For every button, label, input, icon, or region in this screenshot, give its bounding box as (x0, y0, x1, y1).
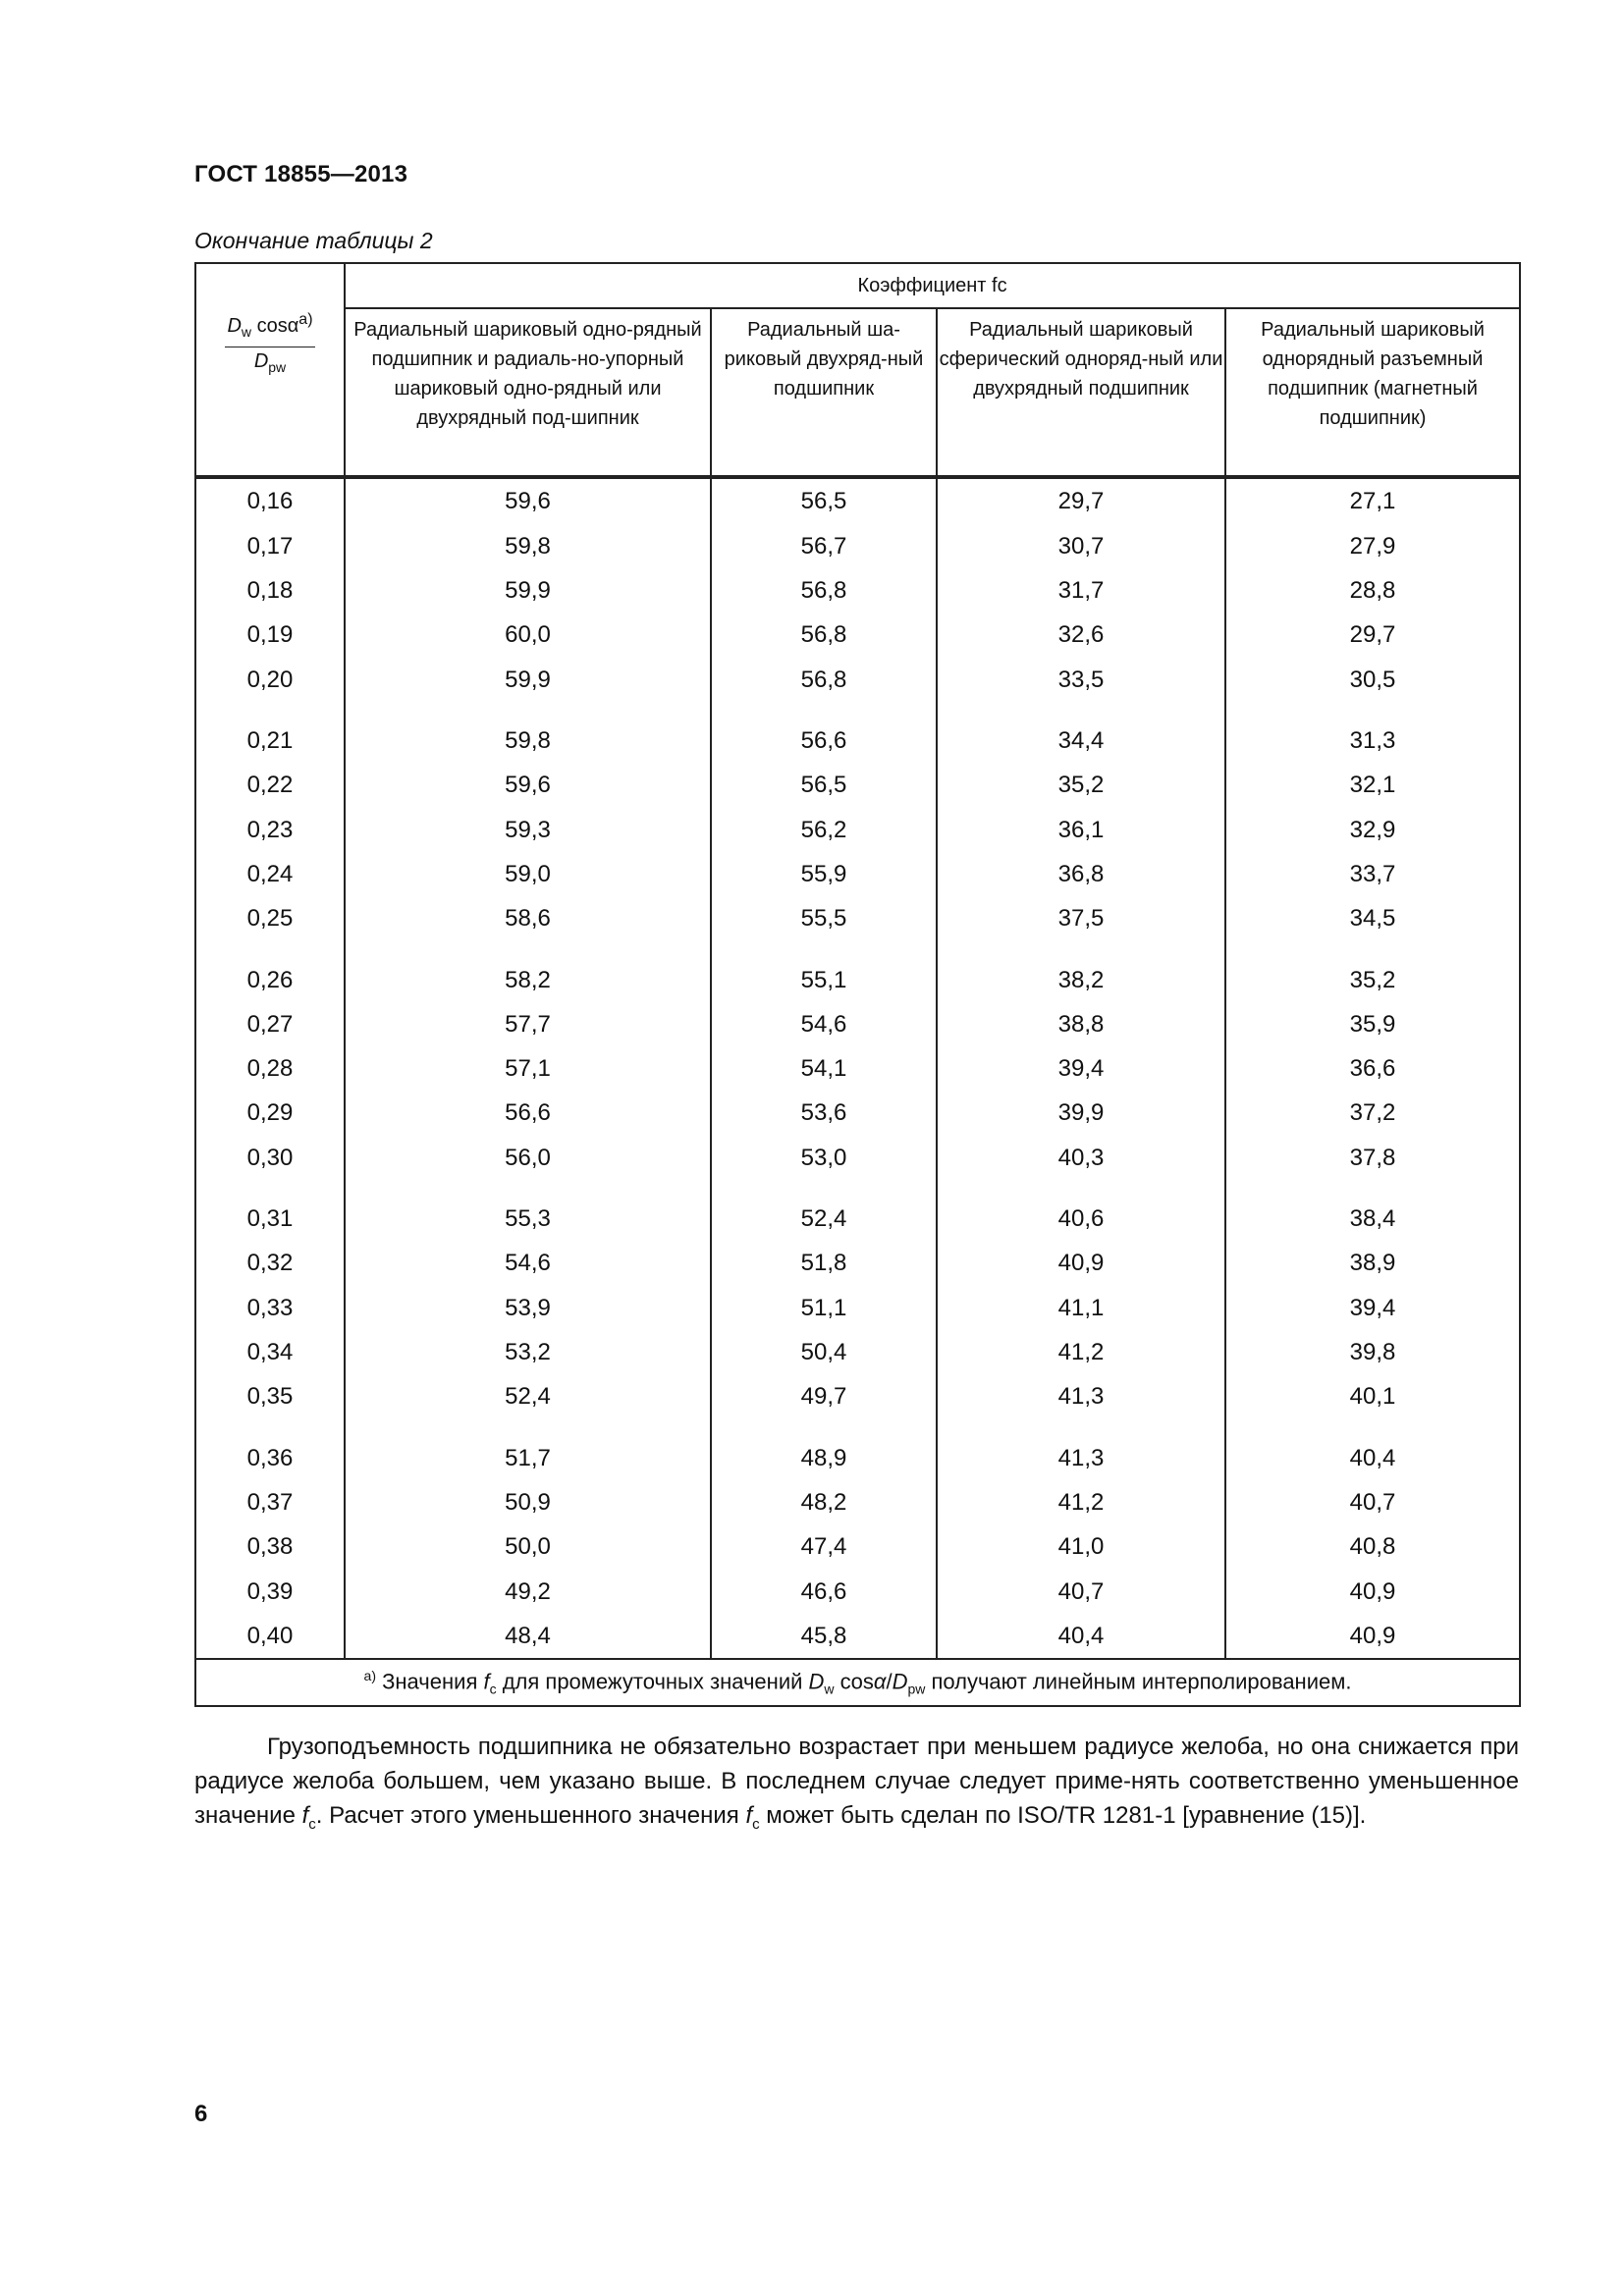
param-header (195, 263, 345, 477)
para-part-3: может быть сделан по ISO/TR 1281-1 [уравнение (15)]. (759, 1802, 1367, 1829)
table-row (195, 1046, 1520, 1091)
table-row (195, 613, 1520, 657)
coef-value-cell: 48,4 (345, 1614, 711, 1659)
fn-f-sub: c (489, 1682, 497, 1698)
coef-value-cell: 50,4 (711, 1330, 937, 1374)
para-part-1: Грузоподъемность подшипника не обязательно возрастает при меньшем радиусе желоба, но она снижается при радиусе желоба большем, чем указано выше. В последнем случае следует приме-нять соответственно уменьшенное значение (194, 1734, 1519, 1829)
param-value-cell: 0,28 (195, 1046, 345, 1091)
coef-value-cell: 59,9 (345, 658, 711, 702)
coef-value-cell: 51,1 (711, 1285, 937, 1329)
header-row-2 (195, 308, 1520, 477)
param-value-cell: 0,29 (195, 1091, 345, 1135)
param-value-cell: 0,23 (195, 807, 345, 851)
coef-value-cell: 39,8 (1225, 1330, 1520, 1374)
den-d: D (253, 350, 269, 372)
coef-value-cell: 37,2 (1225, 1091, 1520, 1135)
coef-value-cell: 46,6 (711, 1569, 937, 1613)
table-row (195, 1285, 1520, 1329)
param-value-cell: 0,16 (195, 477, 345, 523)
coef-value-cell: 48,2 (711, 1480, 937, 1524)
coef-value-cell: 35,9 (1225, 1002, 1520, 1046)
num-sub: w (241, 324, 252, 340)
coef-value-cell: 50,9 (345, 1480, 711, 1524)
coef-value-cell: 36,8 (937, 852, 1225, 896)
coef-value-cell: 53,2 (345, 1330, 711, 1374)
coef-value-cell: 41,1 (937, 1285, 1225, 1329)
coef-value-cell: 40,1 (1225, 1374, 1520, 1418)
coef-value-cell: 51,7 (345, 1419, 711, 1480)
param-value-cell: 0,35 (195, 1374, 345, 1418)
fn-t1: Значения (376, 1669, 484, 1694)
table-row (195, 763, 1520, 807)
coef-value-cell: 32,6 (937, 613, 1225, 657)
coef-value-cell: 56,8 (711, 613, 937, 657)
coef-value-cell: 41,3 (937, 1374, 1225, 1418)
coef-value-cell: 56,5 (711, 763, 937, 807)
coef-value-cell: 56,7 (711, 523, 937, 567)
coef-value-cell: 37,8 (1225, 1136, 1520, 1180)
coef-value-cell: 41,3 (937, 1419, 1225, 1480)
coef-value-cell: 41,0 (937, 1524, 1225, 1569)
coef-value-cell: 27,9 (1225, 523, 1520, 567)
super-header: Коэффициент fc (345, 263, 1520, 308)
col-header-2: Радиальный ша-риковый двухряд-ный подшипник (711, 308, 937, 477)
para-f1-sub: c (308, 1815, 316, 1833)
param-value-cell: 0,30 (195, 1136, 345, 1180)
fn-t3: cos (834, 1669, 874, 1694)
coef-value-cell: 59,8 (345, 702, 711, 763)
coef-value-cell: 59,3 (345, 807, 711, 851)
coef-value-cell: 32,1 (1225, 763, 1520, 807)
coef-value-cell: 54,6 (711, 1002, 937, 1046)
para-f1: f (301, 1802, 309, 1829)
num-d: D (227, 315, 242, 337)
para-f2: f (745, 1802, 753, 1829)
coef-value-cell: 58,2 (345, 941, 711, 1002)
footnote-cell (195, 1659, 1520, 1706)
coef-value-cell: 40,9 (1225, 1569, 1520, 1613)
table-row (195, 568, 1520, 613)
table-row (195, 1002, 1520, 1046)
coef-value-cell: 53,9 (345, 1285, 711, 1329)
body-paragraph (194, 1730, 1519, 1842)
fn-slash: / (886, 1669, 893, 1694)
table-row (195, 1091, 1520, 1135)
table-row (195, 1136, 1520, 1180)
coef-value-cell: 33,5 (937, 658, 1225, 702)
coef-value-cell: 35,2 (1225, 941, 1520, 1002)
table-row (195, 477, 1520, 523)
coef-value-cell: 45,8 (711, 1614, 937, 1659)
footnote-mark: а) (298, 311, 313, 328)
header-row-1 (195, 263, 1520, 308)
param-value-cell: 0,24 (195, 852, 345, 896)
param-value-cell: 0,32 (195, 1241, 345, 1285)
table-row (195, 852, 1520, 896)
coef-value-cell: 56,6 (345, 1091, 711, 1135)
fn-d1-sub: w (824, 1682, 835, 1698)
table-row (195, 1569, 1520, 1613)
coef-value-cell: 56,8 (711, 658, 937, 702)
coef-value-cell: 59,6 (345, 477, 711, 523)
coef-value-cell: 40,4 (937, 1614, 1225, 1659)
param-value-cell: 0,22 (195, 763, 345, 807)
param-value-cell: 0,20 (195, 658, 345, 702)
para-f2-sub: c (752, 1815, 760, 1833)
coef-value-cell: 59,8 (345, 523, 711, 567)
fn-t2: для промежуточных значений (496, 1669, 809, 1694)
coef-value-cell: 38,9 (1225, 1241, 1520, 1285)
col-header-4: Радиальный шариковый однорядный разъемный подшипник (магнетный подшипник) (1225, 308, 1520, 477)
param-value-cell: 0,34 (195, 1330, 345, 1374)
fn-f: f (483, 1669, 490, 1694)
coef-value-cell: 56,6 (711, 702, 937, 763)
coef-value-cell: 57,1 (345, 1046, 711, 1091)
coef-value-cell: 54,6 (345, 1241, 711, 1285)
coef-value-cell: 36,1 (937, 807, 1225, 851)
param-value-cell: 0,26 (195, 941, 345, 1002)
coef-value-cell: 40,4 (1225, 1419, 1520, 1480)
coef-value-cell: 33,7 (1225, 852, 1520, 896)
footnote-mark-2: а) (363, 1668, 376, 1684)
fn-alpha: α (873, 1669, 887, 1694)
den-sub: pw (268, 359, 287, 375)
fn-d1: D (808, 1669, 825, 1694)
coef-value-cell: 40,7 (1225, 1480, 1520, 1524)
coef-value-cell: 56,0 (345, 1136, 711, 1180)
param-value-cell: 0,19 (195, 613, 345, 657)
coefficient-table (194, 262, 1521, 1707)
param-value-cell: 0,39 (195, 1569, 345, 1613)
coef-value-cell: 56,2 (711, 807, 937, 851)
coef-value-cell: 56,8 (711, 568, 937, 613)
fn-d2-sub: pw (907, 1682, 926, 1698)
coef-value-cell: 54,1 (711, 1046, 937, 1091)
coef-value-cell: 37,5 (937, 896, 1225, 940)
coef-value-cell: 40,7 (937, 1569, 1225, 1613)
document-header: ГОСТ 18855—2013 (194, 161, 408, 187)
param-value-cell: 0,18 (195, 568, 345, 613)
coef-value-cell: 32,9 (1225, 807, 1520, 851)
footnote-row (195, 1659, 1520, 1706)
coef-value-cell: 40,3 (937, 1136, 1225, 1180)
coef-value-cell: 31,3 (1225, 702, 1520, 763)
coef-value-cell: 28,8 (1225, 568, 1520, 613)
coef-value-cell: 56,5 (711, 477, 937, 523)
coef-value-cell: 60,0 (345, 613, 711, 657)
table-row (195, 523, 1520, 567)
num-alpha: α (287, 315, 299, 337)
coef-value-cell: 27,1 (1225, 477, 1520, 523)
coef-value-cell: 30,7 (937, 523, 1225, 567)
col-header-3: Радиальный шариковый сферический одноряд-ный или двухрядный подшипник (937, 308, 1225, 477)
table-row (195, 702, 1520, 763)
table-row (195, 807, 1520, 851)
fn-d2: D (892, 1669, 908, 1694)
coef-value-cell: 34,5 (1225, 896, 1520, 940)
coef-value-cell: 51,8 (711, 1241, 937, 1285)
table-foot (195, 1659, 1520, 1706)
table-row (195, 1374, 1520, 1418)
table-row (195, 941, 1520, 1002)
coef-value-cell: 48,9 (711, 1419, 937, 1480)
param-value-cell: 0,36 (195, 1419, 345, 1480)
coef-value-cell: 31,7 (937, 568, 1225, 613)
coef-value-cell: 59,6 (345, 763, 711, 807)
coef-value-cell: 38,2 (937, 941, 1225, 1002)
table-row (195, 896, 1520, 940)
coef-value-cell: 55,5 (711, 896, 937, 940)
table-row (195, 1419, 1520, 1480)
param-value-cell: 0,33 (195, 1285, 345, 1329)
coef-value-cell: 58,6 (345, 896, 711, 940)
param-value-cell: 0,27 (195, 1002, 345, 1046)
table-head (195, 263, 1520, 477)
coef-value-cell: 53,0 (711, 1136, 937, 1180)
coef-value-cell: 40,6 (937, 1180, 1225, 1241)
coef-value-cell: 38,8 (937, 1002, 1225, 1046)
coef-value-cell: 52,4 (345, 1374, 711, 1418)
num-cos: cos (251, 315, 288, 337)
param-value-cell: 0,40 (195, 1614, 345, 1659)
coef-value-cell: 47,4 (711, 1524, 937, 1569)
coef-value-cell: 39,4 (937, 1046, 1225, 1091)
table-row (195, 1330, 1520, 1374)
coef-value-cell: 52,4 (711, 1180, 937, 1241)
coef-value-cell: 41,2 (937, 1480, 1225, 1524)
param-denominator (225, 347, 314, 380)
param-value-cell: 0,38 (195, 1524, 345, 1569)
coef-value-cell: 29,7 (1225, 613, 1520, 657)
paragraph-text (194, 1730, 1519, 1842)
coef-value-cell: 38,4 (1225, 1180, 1520, 1241)
para-part-2: . Расчет этого уменьшенного значения (315, 1802, 746, 1829)
coef-value-cell: 40,9 (937, 1241, 1225, 1285)
table-row (195, 658, 1520, 702)
table-row (195, 1241, 1520, 1285)
param-value-cell: 0,17 (195, 523, 345, 567)
coef-value-cell: 30,5 (1225, 658, 1520, 702)
coef-value-cell: 29,7 (937, 477, 1225, 523)
coef-value-cell: 49,7 (711, 1374, 937, 1418)
param-value-cell: 0,25 (195, 896, 345, 940)
coef-value-cell: 41,2 (937, 1330, 1225, 1374)
coef-value-cell: 50,0 (345, 1524, 711, 1569)
param-value-cell: 0,37 (195, 1480, 345, 1524)
param-value-cell: 0,31 (195, 1180, 345, 1241)
coef-value-cell: 57,7 (345, 1002, 711, 1046)
page-number: 6 (194, 2101, 208, 2127)
coef-value-cell: 55,3 (345, 1180, 711, 1241)
coef-value-cell: 59,0 (345, 852, 711, 896)
coef-value-cell: 55,9 (711, 852, 937, 896)
coef-value-cell: 35,2 (937, 763, 1225, 807)
col-header-1: Радиальный шариковый одно-рядный подшипник и радиаль-но-упорный шариковый одно-рядный или двухрядный под-шипник (345, 308, 711, 477)
table-body (195, 477, 1520, 1659)
coef-value-cell: 39,4 (1225, 1285, 1520, 1329)
param-value-cell: 0,21 (195, 702, 345, 763)
fn-t4: получают линейным интерполированием. (925, 1669, 1352, 1694)
coef-value-cell: 53,6 (711, 1091, 937, 1135)
coef-value-cell: 34,4 (937, 702, 1225, 763)
coef-value-cell: 39,9 (937, 1091, 1225, 1135)
param-fraction (225, 307, 314, 380)
coef-value-cell: 36,6 (1225, 1046, 1520, 1091)
coef-value-cell: 49,2 (345, 1569, 711, 1613)
table-row (195, 1614, 1520, 1659)
coef-value-cell: 40,8 (1225, 1524, 1520, 1569)
coef-value-cell: 40,9 (1225, 1614, 1520, 1659)
table-caption: Окончание таблицы 2 (194, 228, 433, 253)
param-numerator (225, 307, 314, 347)
table-row (195, 1180, 1520, 1241)
table-row (195, 1480, 1520, 1524)
table-row (195, 1524, 1520, 1569)
coef-value-cell: 59,9 (345, 568, 711, 613)
coef-value-cell: 55,1 (711, 941, 937, 1002)
